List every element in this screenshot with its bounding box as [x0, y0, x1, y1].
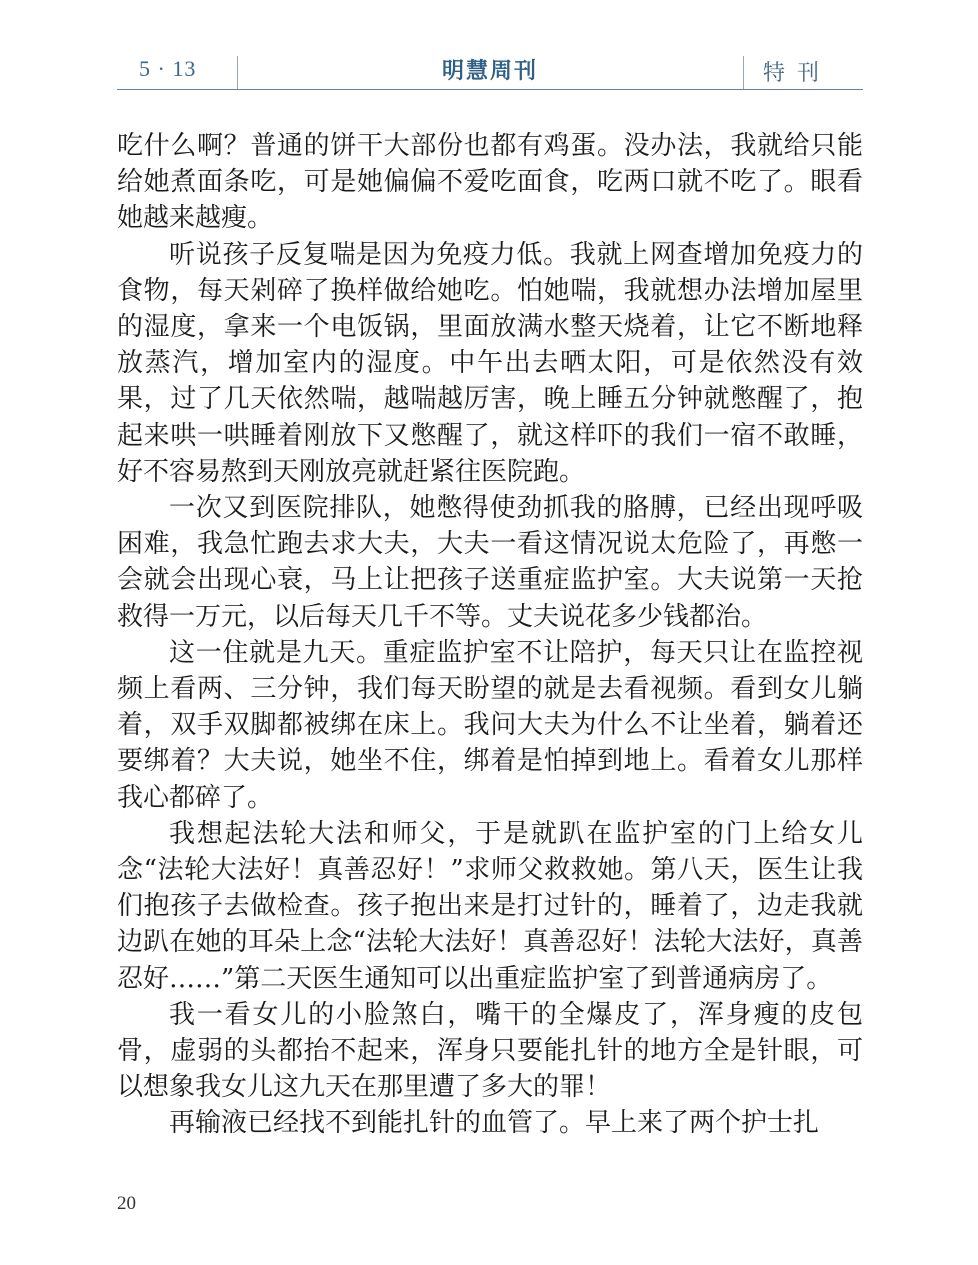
article-body [117, 128, 863, 1142]
publication-title: 明慧周刊 [441, 59, 538, 84]
section-label: 特刊 [763, 61, 832, 86]
page-header [117, 50, 863, 90]
header-divider-right [743, 56, 744, 90]
paragraph: 这一住就是九天。重症监护室不让陪护，每天只让在监控视频上看两、三分钟，我们每天盼望的就是去看视频。看到女儿躺着，双手双脚都被绑在床上。我问大夫为什么不让坐着，躺着还要绑着？大夫说，她坐不住，绑着是怕掉到地上。看着女儿那样我心都碎了。 [117, 637, 863, 813]
paragraph: 再输液已经找不到能扎针的血管了。早上来了两个护士扎 [169, 1108, 820, 1139]
page-number: 20 [117, 1193, 136, 1214]
issue-date: 5 · 13 [139, 56, 197, 81]
paragraph: 吃什么啊？普通的饼干大部份也都有鸡蛋。没办法，我就给只能给她煮面条吃，可是她偏偏不爱吃面食，吃两口就不吃了。眼看她越来越瘦。 [117, 131, 863, 234]
header-rule [117, 89, 863, 90]
paragraph: 我一看女儿的小脸煞白，嘴干的全爆皮了，浑身瘦的皮包骨，虚弱的头都抬不起来，浑身只要能扎针的地方全是针眼，可以想象我女儿这九天在那里遭了多大的罪！ [117, 999, 863, 1103]
paragraph: 听说孩子反复喘是因为免疫力低。我就上网查增加免疫力的食物，每天剁碎了换样做给她吃。怕她喘，我就想办法增加屋里的湿度，拿来一个电饭锅，里面放满水整天烧着，让它不断地释放蒸汽，增加室内的湿度。中午出去晒太阳，可是依然没有效果，过了几天依然喘，越喘越厉害，晚上睡五分钟就憋醒了，抱起来哄一哄睡着刚放下又憋醒了，就这样吓的我们一宿不敢睡，好不容易熬到天刚放亮就赶紧往医院跑。 [117, 239, 863, 487]
paragraph: 我想起法轮大法和师父，于是就趴在监护室的门上给女儿念“法轮大法好！真善忍好！”求师父救救她。第八天，医生让我们抱孩子去做检查。孩子抱出来是打过针的，睡着了，边走我就边趴在她的耳朵上念“法轮大法好！真善忍好！法轮大法好，真善忍好……”第二天医生通知可以出重症监护室了到普通病房了。 [117, 818, 863, 994]
paragraph: 一次又到医院排队，她憋得使劲抓我的胳膊，已经出现呼吸困难，我急忙跑去求大夫，大夫一看这情况说太危险了，再憋一会就会出现心衰，马上让把孩子送重症监护室。大夫说第一天抢救得一万元，以后每天几千不等。丈夫说花多少钱都治。 [117, 493, 863, 632]
